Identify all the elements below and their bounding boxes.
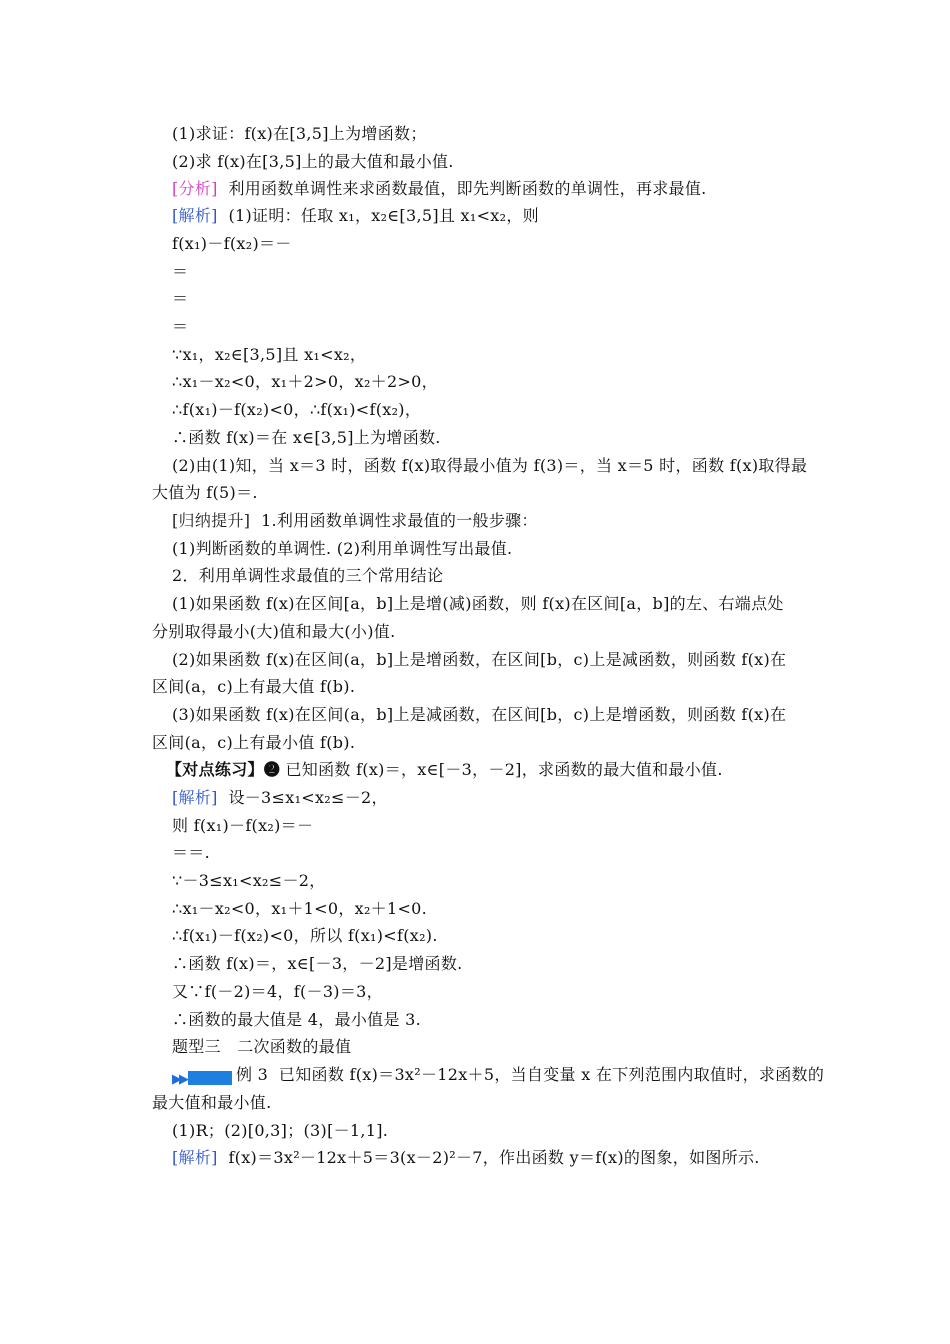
text: 1.利用函数单调性求最值的一般步骤：: [250, 511, 538, 530]
text: ∴函数 f(x)＝，x∈[－3，－2]是增函数.: [172, 954, 463, 973]
proof-line: [172, 816, 313, 836]
example-line: [152, 1093, 272, 1113]
question-part-2: [172, 152, 454, 172]
text: 最大值和最小值.: [152, 1093, 272, 1112]
text: ＝: [172, 262, 189, 281]
summary-line: [172, 566, 443, 586]
text: f(x)＝3x²－12x＋5＝3(x－2)²－7，作出函数 y＝f(x)的图象，如图所示.: [217, 1148, 760, 1167]
text: (1)求证：f(x)在[3,5]上为增函数；: [172, 124, 427, 143]
proof-line: [172, 262, 188, 282]
text: 题型三 二次函数的最值: [172, 1037, 352, 1056]
text: ∵x₁，x₂∈[3,5]且 x₁<x₂，: [172, 345, 367, 364]
proof-line: [172, 400, 421, 420]
solution-line: [172, 788, 388, 808]
text: ∴f(x₁)－f(x₂)<0，∴f(x₁)<f(x₂)，: [172, 400, 422, 419]
text: 利用函数单调性来求函数最值，即先判断函数的单调性，再求最值.: [217, 179, 707, 198]
text: (1)判断函数的单调性. (2)利用单调性写出最值.: [172, 539, 513, 558]
text: 大值为 f(5)＝.: [152, 483, 258, 502]
summary-line: [172, 594, 784, 614]
text: ∴x₁－x₂<0，x₁＋1<0，x₂＋1<0.: [172, 899, 428, 918]
example-line: [172, 1065, 824, 1085]
solution-tag: [解析]: [172, 1148, 218, 1167]
text: 区间(a，c)上有最小值 f(b).: [152, 733, 356, 752]
text: (2)如果函数 f(x)在区间(a，b]上是增函数，在区间[b，c)上是减函数，则函数 f(x)在: [172, 650, 787, 669]
proof-line: [172, 871, 326, 891]
proof-line: [172, 843, 210, 863]
text: 则 f(x₁)－f(x₂)＝－: [172, 816, 314, 835]
text: 又∵f(－2)＝4，f(－3)＝3，: [172, 982, 383, 1001]
proof-line: [172, 954, 463, 974]
summary-line: [172, 539, 512, 559]
text: 已知函数 f(x)＝，x∈[－3，－2]，求函数的最大值和最小值.: [280, 760, 723, 779]
text: ∴函数 f(x)＝在 x∈[3,5]上为增函数.: [172, 428, 441, 447]
proof-line: [172, 456, 807, 476]
proof-line: [172, 428, 441, 448]
summary-line: [172, 511, 538, 531]
text: ∴x₁－x₂<0，x₁＋2>0，x₂＋2>0，: [172, 372, 438, 391]
text: ＝: [172, 289, 189, 308]
text: ∴f(x₁)－f(x₂)<0，所以 f(x₁)<f(x₂).: [172, 926, 438, 945]
fast-forward-icon: ▶▶: [172, 1068, 232, 1090]
text: ＝＝.: [172, 843, 210, 862]
example-line: [172, 1121, 388, 1141]
proof-line: [172, 317, 188, 337]
summary-line: [152, 677, 355, 697]
proof-line: [172, 1010, 421, 1030]
analysis-tag: [分析]: [172, 179, 218, 198]
proof-line: [172, 289, 188, 309]
summary-tag: [归纳提升]: [172, 511, 251, 530]
practice-line: [166, 760, 723, 780]
text: 分别取得最小(大)值和最大(小)值.: [152, 622, 396, 641]
text: ∵－3≤x₁<x₂≤－2，: [172, 871, 326, 890]
text: (2)由(1)知，当 x＝3 时，函数 f(x)取得最小值为 f(3)＝，当 x＝5 时，函数 f(x)取得最: [172, 456, 808, 475]
text: 例 3 已知函数 f(x)＝3x²－12x＋5，当自变量 x 在下列范围内取值时，求函数的: [236, 1065, 825, 1084]
question-part-1: [172, 124, 427, 144]
proof-line: [172, 372, 438, 392]
proof-line: [172, 234, 292, 254]
text: (1)R；(2)[0,3]；(3)[－1,1].: [172, 1121, 389, 1140]
practice-tag: 【对点练习】❷: [166, 760, 281, 779]
text: 2．利用单调性求最值的三个常用结论: [172, 566, 444, 585]
proof-line: [152, 483, 258, 503]
proof-line: [172, 899, 427, 919]
solution-tag: [解析]: [172, 788, 218, 807]
summary-line: [172, 705, 786, 725]
summary-line: [152, 622, 395, 642]
summary-line: [172, 650, 786, 670]
text: (1)证明：任取 x₁，x₂∈[3,5]且 x₁<x₂，则: [217, 206, 539, 225]
text: f(x₁)－f(x₂)＝－: [172, 234, 292, 253]
proof-line: [172, 926, 438, 946]
text: ∴函数的最大值是 4，最小值是 3.: [172, 1010, 422, 1029]
solution-tag: [解析]: [172, 206, 218, 225]
summary-line: [152, 733, 355, 753]
text: (2)求 f(x)在[3,5]上的最大值和最小值.: [172, 152, 454, 171]
proof-line: [172, 982, 383, 1002]
text: 区间(a，c)上有最大值 f(b).: [152, 677, 356, 696]
text: 设－3≤x₁<x₂≤－2，: [217, 788, 388, 807]
solution-line: [172, 1148, 760, 1168]
analysis-line: [172, 179, 707, 199]
text: ＝: [172, 317, 189, 336]
solution-line: [172, 206, 539, 226]
proof-line: [172, 345, 366, 365]
text: (1)如果函数 f(x)在区间[a，b]上是增(减)函数，则 f(x)在区间[a，b]的左、右端点处: [172, 594, 784, 613]
section-heading: [172, 1037, 351, 1057]
text: (3)如果函数 f(x)在区间(a，b]上是减函数，在区间[b，c)上是增函数，则函数 f(x)在: [172, 705, 787, 724]
